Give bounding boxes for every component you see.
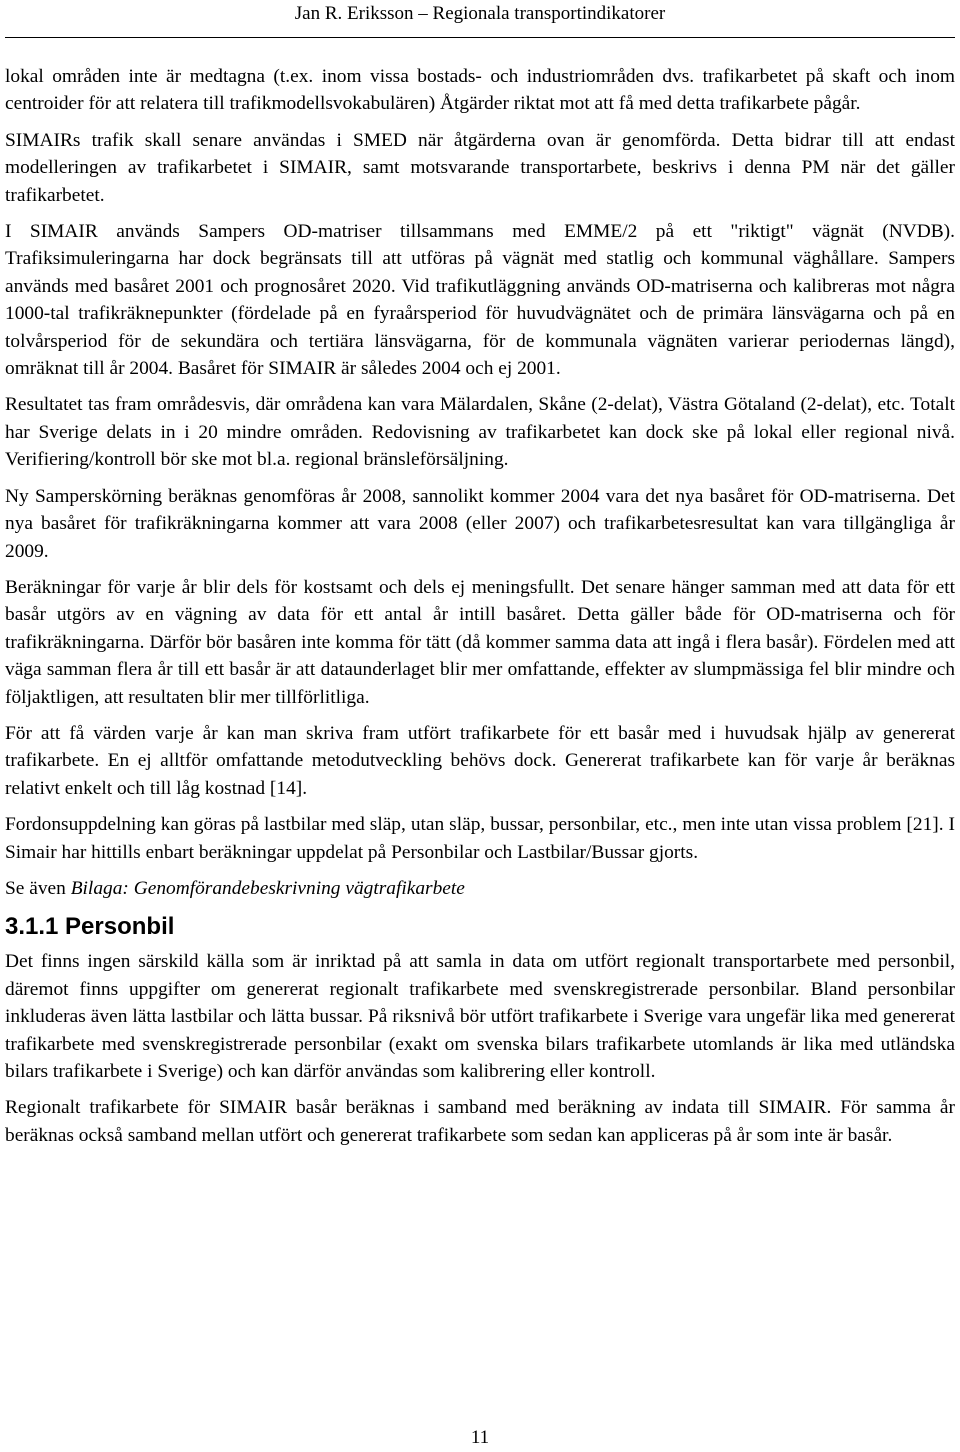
paragraph-new-sampers-run: Ny Samperskörning beräknas genomföras år 2008, sannolikt kommer 2004 vara det nya basåret för OD-matriserna. Det nya basåret för trafikräkningarna kommer att vara 2008 (eller 2007) och trafikarbetesresultat kan vara tillgängliga år 2009. (5, 485, 955, 562)
page-number: 11 (470, 1427, 490, 1448)
paragraph-personbil-sources: Det finns ingen särskild källa som är inriktad på att samla in data om utfört regionalt transportarbete med personbil, däremot finns uppgifter om genererat regionalt trafikarbete med svenskregistrerade personbilar. Bland personbilar inkluderas även lätta lastbilar och lätta bussar. På riksnivå bör utfört trafikarbete i Sverige vara ungefär lika med genererat trafikarbete med svenskregistrerade personbilar (exakt om svenska bilars trafikarbete utomlands är lika med utländska bilars trafikarbete i Sverige) och kan därför användas som kalibrering eller kontroll. (5, 951, 955, 1082)
header-rule (5, 37, 955, 38)
paragraph-yearly-values: För att få värden varje år kan man skriva fram utfört trafikarbete för ett basår med i huvudsak hjälp av genererat trafikarbete. En ej alltför omfattande metodutveckling behövs dock. Genererat trafikarbete kan för varje år beräknas relativt enkelt och till låg kostnad [14]. (5, 722, 955, 799)
appendix-reference: Bilaga: Genomförandebeskrivning vägtrafikarbete (70, 877, 465, 899)
paragraph-excluded-local-areas: lokal områden inte är medtagna (t.ex. inom vissa bostads- och industriområden dvs. trafikarbetet på skaft och inom centroider för att relatera till trafikmodellsvokabulären) Åtgärder riktat mot att få med detta trafikarbete pågår. (5, 66, 955, 115)
see-also-line (5, 875, 955, 902)
paragraph-sampers-od-matrices: I SIMAIR används Sampers OD-matriser tillsammans med EMME/2 på ett "riktigt" vägnät (NVDB). Trafiksimuleringarna har dock begränsats till att utföras på vägnät med statlig och kommunal väghållare. Sampers används med basåret 2001 och prognosåret 2020. Vid trafikutläggning används OD-matriserna och kalibreras mot några 1000-tal trafikräknepunkter (fördelade på en fyraårsperiod för huvudvägnätet och de primära länsvägarna och på en tolvårsperiod för de sekundära och tertiära länsvägarna, för de kommunala vägnäten varierar periodernas längd), omräknat till år 2004. Basåret för SIMAIR är således 2004 och ej 2001. (5, 221, 955, 380)
see-also-prefix: Se även (5, 877, 71, 899)
paragraph-regional-traffic-simair: Regionalt trafikarbete för SIMAIR basår beräknas i samband med beräkning av indata till SIMAIR. För samma år beräknas också samband mellan utfört och genererat trafikarbete som sedan kan appliceras på år som inte är basår. (5, 1097, 955, 1146)
section-heading: 3.1.1 Personbil (5, 913, 175, 941)
paragraph-vehicle-split: Fordonsuppdelning kan göras på lastbilar med släp, utan släp, bussar, personbilar, etc., men inte utan vissa problem [21]. I Simair har hittills enbart beräkningar uppdelat på Personbilar och Lastbilar/Bussar gjorts. (5, 814, 955, 863)
document-body (5, 63, 955, 1158)
paragraph-results-by-area: Resultatet tas fram områdesvis, där områdena kan vara Mälardalen, Skåne (2-delat), Västra Götaland (2-delat), etc. Totalt har Sverige delats in i 20 mindre områden. Redovisning av trafikarbetet kan dock ske på lokal eller regional nivå. Verifiering/kontroll bör ske mot bl.a. regional bränsleförsäljning. (5, 394, 955, 471)
running-head: Jan R. Eriksson – Regionala transportindikatorer (294, 3, 666, 24)
paragraph-simair-smed: SIMAIRs trafik skall senare användas i SMED när åtgärderna ovan är genomförda. Detta bidrar till att endast modelleringen av trafikarbetet i SIMAIR, samt motsvarande transportarbete, beskrivs i denna PM när det gäller trafikarbetet. (5, 129, 955, 206)
paragraph-yearly-calculations: Beräkningar för varje år blir dels för kostsamt och dels ej meningsfullt. Det senare hänger samman med att data för ett basår utgörs av en vägning av data för ett antal år intill basåret. Detta gäller både för OD-matriserna och för trafikräkningarna. Därför bör basåren inte komma för tätt (då kommer samma data att ingå i flera basår). Fördelen med att väga samman flera år till ett basår är att dataunderlaget blir mer omfattande, effekter av slumpmässiga fel blir mindre och följaktligen, att resultaten blir mer tillförlitliga. (5, 576, 955, 708)
